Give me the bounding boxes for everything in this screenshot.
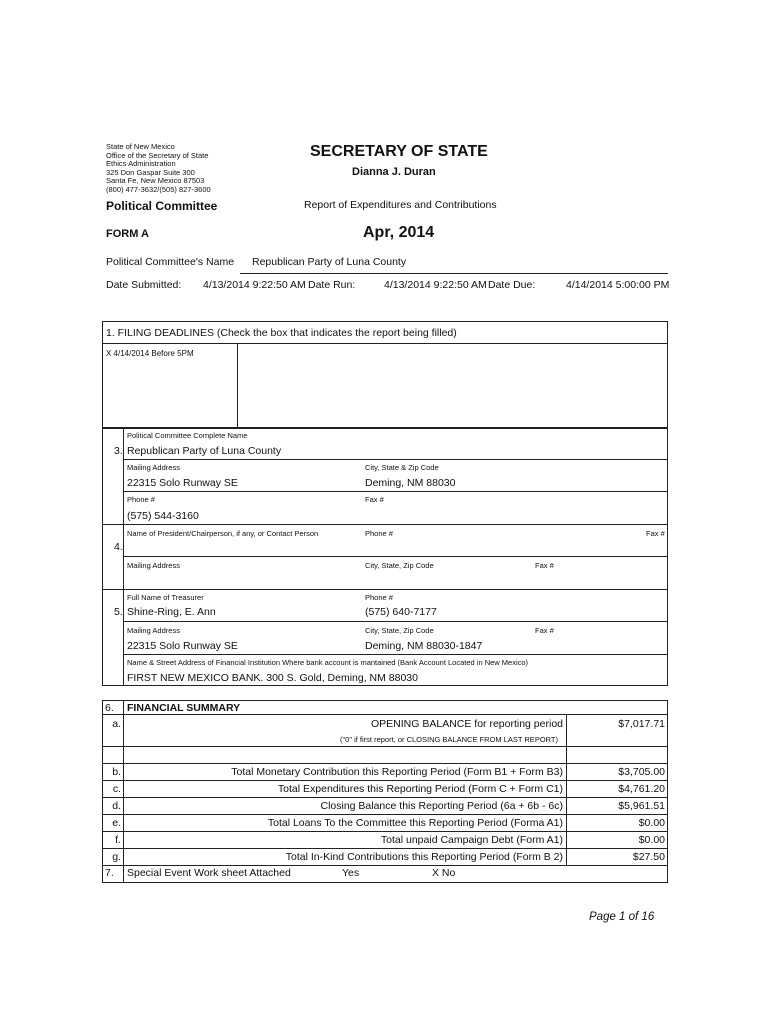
summary-key: a. [112, 718, 121, 730]
report-type: Report of Expenditures and Contributions [304, 199, 497, 211]
bank-label: Name & Street Address of Financial Institution Where bank account is mantained (Bank Account Located in New Mexico) [127, 658, 529, 667]
summary-key: e. [112, 817, 121, 829]
row-number-5: 5. [114, 606, 123, 618]
committee-name-label: Political Committee's Name [106, 256, 235, 268]
treasurer-phone-field[interactable]: (575) 640-7177 [365, 606, 437, 618]
row-divider [102, 780, 668, 781]
row-divider [102, 831, 668, 832]
agency-line: (800) 477-3632/(505) 827-3600 [106, 184, 211, 194]
treasurer-fax-label: Fax # [535, 626, 554, 635]
treasurer-phone-label: Phone # [365, 593, 393, 602]
treasurer-name-label: Full Name of Treasurer [127, 593, 204, 602]
bank-field[interactable]: FIRST NEW MEXICO BANK. 300 S. Gold, Deming, NM 88030 [127, 672, 418, 684]
committee-mailing-label: Mailing Address [127, 463, 180, 472]
president-mailing-label: Mailing Address [127, 561, 180, 570]
treasurer-name-field[interactable]: Shine-Ring, E. Ann [127, 606, 216, 618]
row-divider [102, 763, 668, 764]
row-number-4: 4. [114, 541, 123, 553]
date-submitted-value: 4/13/2014 9:22:50 AM [203, 279, 306, 291]
row-divider [123, 621, 668, 622]
summary-value: $0.00 [638, 817, 665, 829]
date-submitted-label: Date Submitted: [106, 279, 182, 291]
special-event-no[interactable]: X No [432, 867, 456, 879]
row-number-7: 7. [105, 867, 114, 879]
agency-line: Office of the Secretary of State [106, 150, 209, 160]
row-number-column-divider [123, 428, 124, 686]
treasurer-city-label: City, State, Zip Code [365, 626, 434, 635]
treasurer-mailing-label: Mailing Address [127, 626, 180, 635]
summary-label: Total Expenditures this Reporting Period (Form C + Form C1) [277, 783, 563, 795]
opening-balance-note: ("0" if first report, or CLOSING BALANCE FROM LAST REPORT) [340, 735, 559, 744]
committee-name-value: Republican Party of Luna County [252, 256, 407, 268]
president-city-label: City, State, Zip Code [365, 561, 434, 570]
page-title: SECRETARY OF STATE [310, 143, 488, 160]
committee-name-underline [240, 273, 668, 274]
summary-key: g. [112, 851, 121, 863]
president-fax-label: Fax # [646, 529, 665, 538]
date-run-value: 4/13/2014 9:22:50 AM [384, 279, 487, 291]
special-event-label: Special Event Work sheet Attached [127, 867, 291, 879]
summary-key-column-divider [123, 700, 124, 883]
summary-value: $27.50 [632, 851, 665, 863]
agency-line: State of New Mexico [106, 142, 175, 151]
committee-city-field[interactable]: Deming, NM 88030 [365, 477, 456, 489]
president-phone-label: Phone # [365, 529, 393, 538]
committee-phone-field[interactable]: (575) 544-3160 [127, 510, 199, 522]
summary-label: Total In-Kind Contributions this Reporting Period (Form B 2) [285, 851, 563, 863]
committee-type: Political Committee [106, 199, 218, 213]
president-name-label: Name of President/Chairperson, if any, or Contact Person [127, 529, 319, 538]
row-divider [102, 865, 668, 866]
summary-key: d. [112, 800, 121, 812]
summary-label: Closing Balance this Reporting Period (6a + 6b - 6c) [320, 800, 563, 812]
summary-label: Total Monetary Contribution this Reporting Period (Form B1 + Form B3) [231, 766, 563, 778]
official-name: Dianna J. Duran [352, 166, 436, 178]
committee-city-label: City, State & Zip Code [365, 463, 439, 472]
row-number-6: 6. [105, 702, 114, 714]
agency-line: 325 Don Gaspar Suite 300 [106, 167, 195, 177]
summary-value: $5,961.51 [618, 800, 665, 812]
filing-selected-option[interactable]: X 4/14/2014 Before 5PM [106, 349, 194, 358]
report-period: Apr, 2014 [363, 224, 435, 241]
summary-value: $0.00 [638, 834, 665, 846]
president-fax2-label: Fax # [535, 561, 554, 570]
treasurer-city-field[interactable]: Deming, NM 88030-1847 [365, 640, 483, 652]
filing-heading: 1. FILING DEADLINES (Check the box that indicates the report being filled) [106, 327, 457, 339]
row-divider [123, 556, 668, 557]
special-event-yes[interactable]: Yes [342, 867, 360, 879]
committee-name-field-label: Political Committee Complete Name [127, 431, 248, 440]
committee-mailing-field[interactable]: 22315 Solo Runway SE [127, 477, 238, 489]
date-run-label: Date Run: [308, 279, 356, 291]
summary-label: OPENING BALANCE for reporting period [371, 718, 563, 730]
committee-phone-label: Phone # [127, 495, 155, 504]
row-divider [123, 654, 668, 655]
row-divider [102, 848, 668, 849]
agency-line: Santa Fe, New Mexico 87503 [106, 176, 205, 186]
summary-value: $4,761.20 [618, 783, 665, 795]
row-divider [123, 459, 668, 460]
summary-key: b. [112, 766, 121, 778]
summary-key: f. [115, 834, 121, 846]
committee-name-field[interactable]: Republican Party of Luna County [127, 445, 282, 457]
committee-fax-label: Fax # [365, 495, 384, 504]
summary-value-column-divider [566, 714, 567, 866]
agency-address-block [106, 143, 211, 195]
row-divider [102, 814, 668, 815]
summary-label: Total unpaid Campaign Debt (Form A1) [380, 834, 563, 846]
form-label: FORM A [106, 228, 149, 240]
summary-label: Total Loans To the Committee this Reporting Period (Forma A1) [267, 817, 563, 829]
page-number: Page 1 of 16 [589, 911, 655, 923]
filing-heading-divider [102, 343, 668, 344]
financial-summary-heading: FINANCIAL SUMMARY [127, 702, 241, 714]
treasurer-mailing-field[interactable]: 22315 Solo Runway SE [127, 640, 238, 652]
row-divider [123, 491, 668, 492]
summary-heading-divider [102, 714, 668, 715]
summary-value: $7,017.71 [618, 718, 665, 730]
row-divider [102, 746, 668, 747]
row-number-3: 3. [114, 445, 123, 457]
row-divider [102, 797, 668, 798]
summary-key: c. [112, 783, 121, 795]
filing-divider [237, 343, 238, 428]
summary-value: $3,705.00 [618, 766, 665, 778]
row-divider [102, 589, 668, 590]
row-divider [102, 524, 668, 525]
date-due-value: 4/14/2014 5:00:00 PM [566, 279, 670, 291]
agency-line: Ethics Administration [106, 159, 176, 169]
date-due-label: Date Due: [488, 279, 536, 291]
